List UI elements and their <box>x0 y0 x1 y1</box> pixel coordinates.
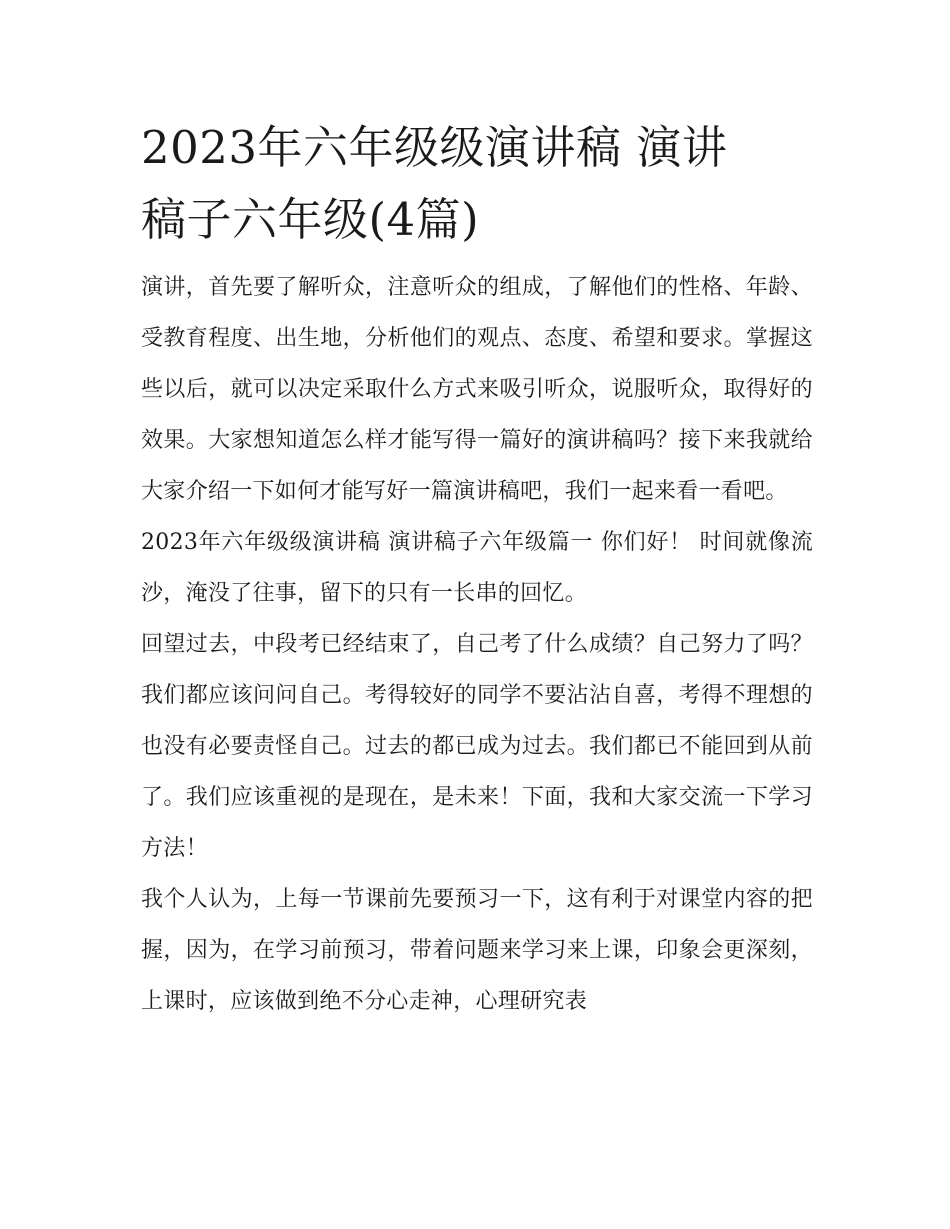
paragraph-study-method: 我个人认为，上每一节课前先要预习一下，这有利于对课堂内容的把握，因为，在学习前预习，带着问题来学习来上课，印象会更深刻，上课时，应该做到绝不分心走神，心理研究表 <box>141 887 813 1014</box>
title-line-1: 2023年六年级级演讲稿 演讲 <box>141 121 728 174</box>
title-line-2: 稿子六年级(4篇) <box>141 193 480 246</box>
paragraph-section-1-opening: 2023年六年级级演讲稿 演讲稿子六年级篇一 你们好！ 时间就像流沙，淹没了往事，留下的只有一长串的回忆。 <box>141 530 813 606</box>
document-title <box>141 112 813 256</box>
paragraph-review: 回望过去，中段考已经结束了，自己考了什么成绩？自己努力了吗？我们都应该问问自己。考得较好的同学不要沾沾自喜，考得不理想的也没有必要责怪自己。过去的都已成为过去。我们都已不能回到从前了。我们应该重视的是现在，是未来！下面，我和大家交流一下学习方法！ <box>141 632 813 861</box>
document-page <box>141 112 813 1027</box>
paragraph-intro: 演讲，首先要了解听众，注意听众的组成，了解他们的性格、年龄、受教育程度、出生地，分析他们的观点、态度、希望和要求。掌握这些以后，就可以决定采取什么方式来吸引听众，说服听众，取得好的效果。大家想知道怎么样才能写得一篇好的演讲稿吗？接下来我就给大家介绍一下如何才能写好一篇演讲稿吧，我们一起来看一看吧。 <box>141 275 813 504</box>
